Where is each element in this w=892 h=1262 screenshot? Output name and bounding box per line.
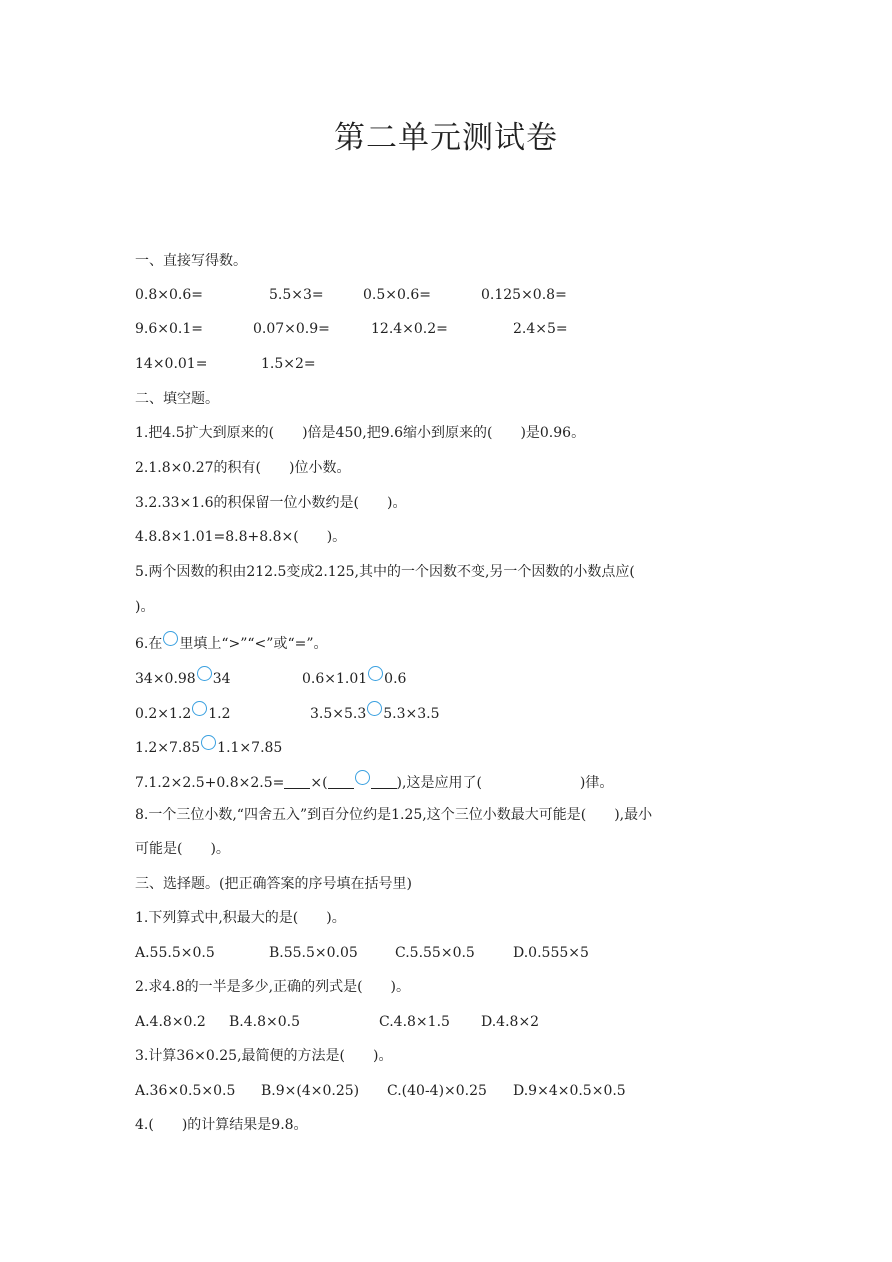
choice-option: C.(40-4)×0.25 bbox=[387, 1083, 487, 1099]
compare-item bbox=[302, 666, 406, 689]
q7-part-c: ),这是应用了( )律。 bbox=[396, 775, 614, 791]
calc-item: 1.5×2= bbox=[261, 356, 316, 372]
compare-circle[interactable] bbox=[367, 701, 382, 716]
choice-option: C.4.8×1.5 bbox=[379, 1014, 450, 1030]
compare-left: 34×0.98 bbox=[135, 671, 196, 687]
fill-question-6 bbox=[135, 631, 328, 654]
calc-item: 0.5×0.6= bbox=[363, 287, 431, 303]
choice-option: C.5.55×0.5 bbox=[395, 945, 475, 961]
choice-option: D.4.8×2 bbox=[481, 1014, 540, 1030]
fill-question-3: 3.2.33×1.6的积保留一位小数约是( )。 bbox=[135, 495, 407, 511]
choice-option: D.9×4×0.5×0.5 bbox=[513, 1083, 626, 1099]
compare-item bbox=[310, 701, 440, 724]
q6-prefix: 6.在 bbox=[135, 636, 163, 652]
operator-circle[interactable] bbox=[355, 770, 370, 785]
q6-suffix: 里填上“>”“<”或“=”。 bbox=[179, 636, 328, 652]
calc-item: 5.5×3= bbox=[269, 287, 324, 303]
choice-question-2: 2.求4.8的一半是多少,正确的列式是( )。 bbox=[135, 979, 410, 995]
choice-question-1: 1.下列算式中,积最大的是( )。 bbox=[135, 910, 346, 926]
compare-right: 34 bbox=[212, 671, 231, 687]
compare-right: 1.2 bbox=[208, 706, 231, 722]
compare-right: 0.6 bbox=[384, 671, 407, 687]
calc-item: 0.07×0.9= bbox=[253, 321, 330, 337]
compare-left: 0.6×1.01 bbox=[302, 671, 368, 687]
fill-question-5: 5.两个因数的积由212.5变成2.125,其中的一个因数不变,另一个因数的小数点应( bbox=[135, 564, 635, 580]
fill-question-1: 1.把4.5扩大到原来的( )倍是450,把9.6缩小到原来的( )是0.96。 bbox=[135, 425, 586, 441]
choice-option: A.36×0.5×0.5 bbox=[135, 1083, 236, 1099]
calc-item: 14×0.01= bbox=[135, 356, 208, 372]
fill-question-5-cont: )。 bbox=[135, 599, 155, 615]
compare-right: 1.1×7.85 bbox=[217, 740, 283, 756]
choice-question-4: 4.( )的计算结果是9.8。 bbox=[135, 1117, 308, 1133]
calc-item: 0.125×0.8= bbox=[481, 287, 567, 303]
choice-option: A.55.5×0.5 bbox=[135, 945, 215, 961]
choice-option: D.0.555×5 bbox=[513, 945, 589, 961]
calc-item: 2.4×5= bbox=[513, 321, 568, 337]
choice-option: B.9×(4×0.25) bbox=[261, 1083, 360, 1099]
calc-item: 12.4×0.2= bbox=[371, 321, 448, 337]
choice-option: B.55.5×0.05 bbox=[269, 945, 358, 961]
section3-heading: 三、选择题。(把正确答案的序号填在括号里) bbox=[135, 876, 412, 892]
calc-item: 0.8×0.6= bbox=[135, 287, 203, 303]
fill-question-8-cont: 可能是( )。 bbox=[135, 841, 230, 857]
circle-icon bbox=[163, 631, 178, 646]
compare-right: 5.3×3.5 bbox=[383, 706, 440, 722]
compare-left: 0.2×1.2 bbox=[135, 706, 192, 722]
choice-question-3: 3.计算36×0.25,最简便的方法是( )。 bbox=[135, 1048, 393, 1064]
q7-part-a: 7.1.2×2.5+0.8×2.5= bbox=[135, 775, 285, 791]
compare-circle[interactable] bbox=[192, 701, 207, 716]
compare-circle[interactable] bbox=[197, 666, 212, 681]
fill-question-8: 8.一个三位小数,“四舍五入”到百分位约是1.25,这个三位小数最大可能是( ),最小 bbox=[135, 807, 653, 823]
compare-item bbox=[135, 666, 231, 689]
compare-circle[interactable] bbox=[201, 735, 216, 750]
choice-option: A.4.8×0.2 bbox=[135, 1014, 206, 1030]
q7-part-b: ×( bbox=[310, 775, 328, 791]
calc-item: 9.6×0.1= bbox=[135, 321, 203, 337]
answer-blank[interactable] bbox=[371, 774, 397, 789]
section2-heading: 二、填空题。 bbox=[135, 391, 219, 407]
fill-question-4: 4.8.8×1.01=8.8+8.8×( )。 bbox=[135, 529, 347, 545]
fill-question-2: 2.1.8×0.27的积有( )位小数。 bbox=[135, 460, 351, 476]
answer-blank[interactable] bbox=[284, 774, 310, 789]
compare-item bbox=[135, 735, 282, 758]
compare-left: 3.5×5.3 bbox=[310, 706, 367, 722]
page-title: 第二单元测试卷 bbox=[334, 120, 558, 156]
fill-question-7 bbox=[135, 770, 613, 793]
compare-item bbox=[135, 701, 231, 724]
compare-left: 1.2×7.85 bbox=[135, 740, 201, 756]
answer-blank[interactable] bbox=[328, 774, 354, 789]
section1-heading: 一、直接写得数。 bbox=[135, 253, 247, 269]
compare-circle[interactable] bbox=[368, 666, 383, 681]
choice-option: B.4.8×0.5 bbox=[229, 1014, 300, 1030]
